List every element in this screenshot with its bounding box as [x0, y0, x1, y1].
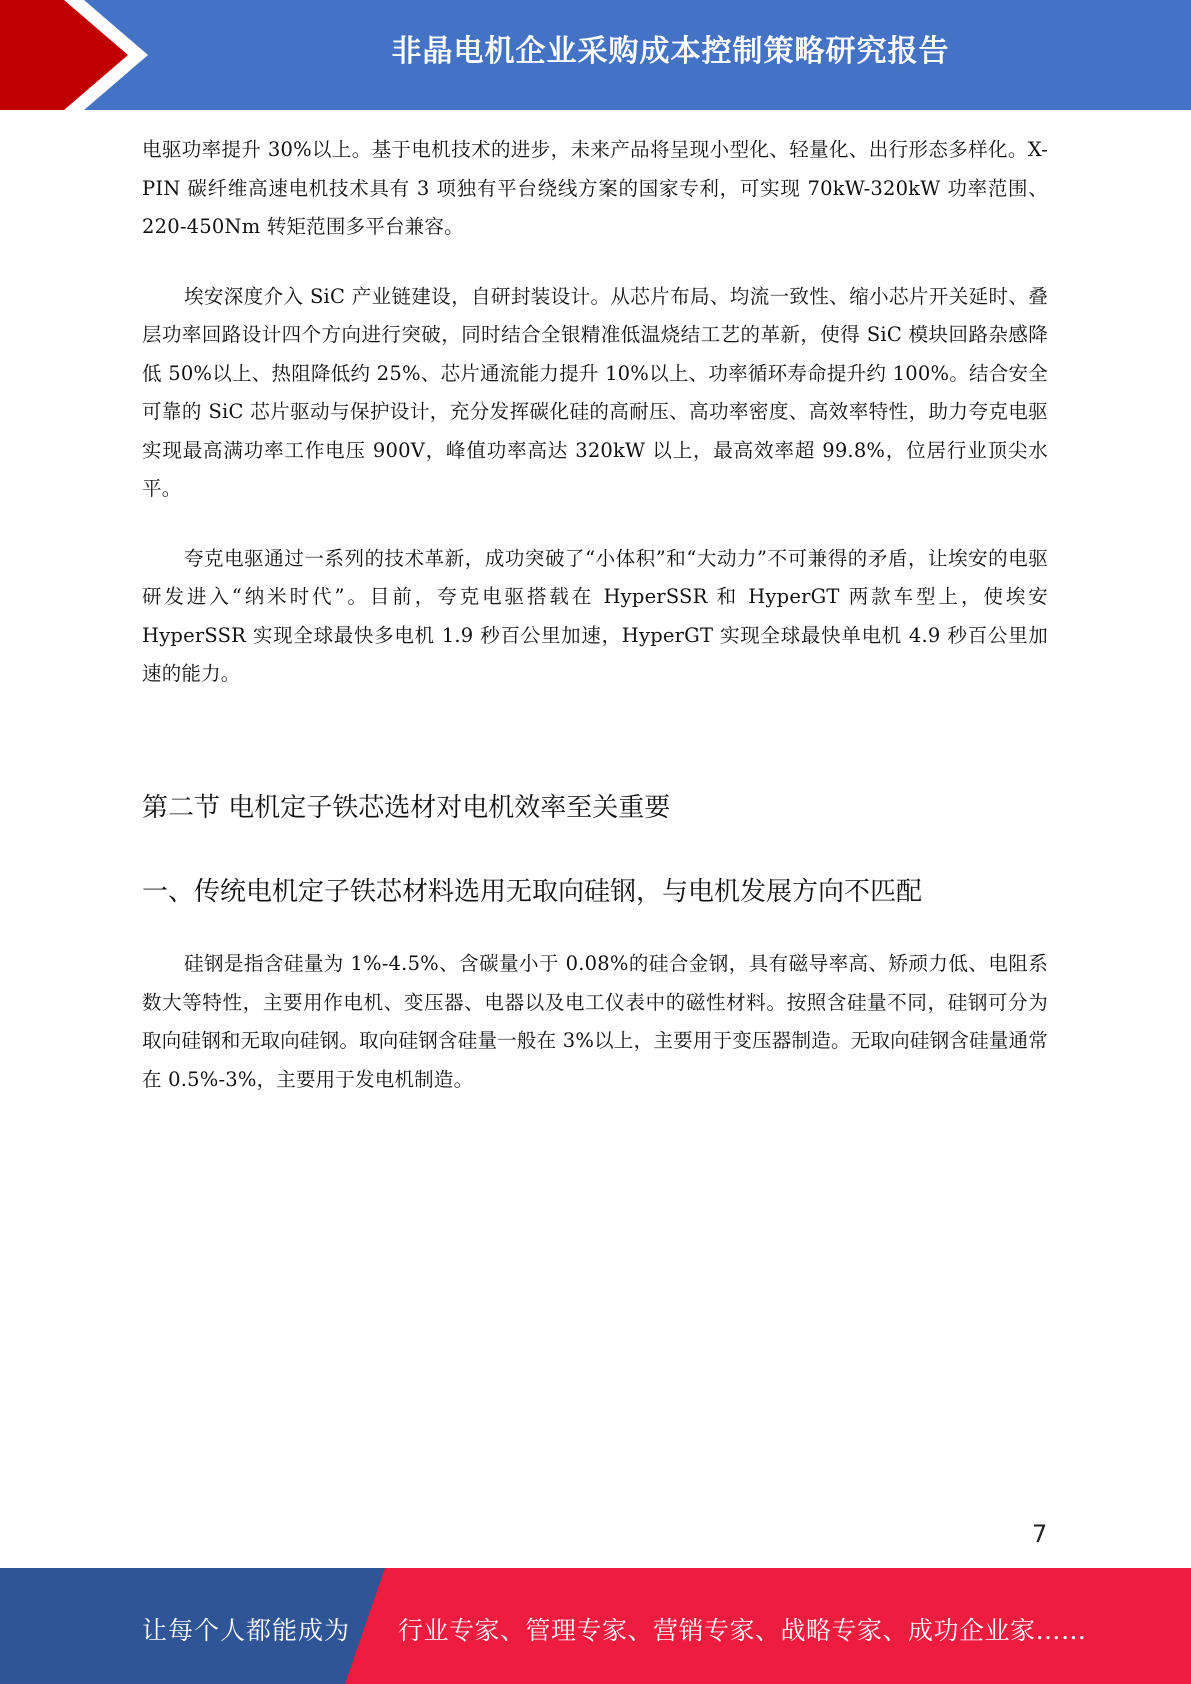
body-paragraph-1: 电驱功率提升 30%以上。基于电机技术的进步，未来产品将呈现小型化、轻量化、出行形态多样化。X-PIN 碳纤维高速电机技术具有 3 项独有平台绕线方案的国家专利，可实现 70kW-320kW 功率范围、220-450Nm 转矩范围多平台兼容。 — [142, 138, 1048, 238]
subsection-paragraph: 硅钢是指含硅量为 1%-4.5%、含碳量小于 0.08%的硅合金钢，具有磁导率高、矫顽力低、电阻系数大等特性，主要用作电机、变压器、电器以及电工仪表中的磁性材料。按照含硅量不同，硅钢可分为取向硅钢和无取向硅钢。取向硅钢含硅量一般在 3%以上，主要用于变压器制造。无取向硅钢含硅量通常在 0.5%-3%，主要用于发电机制造。 — [142, 952, 1048, 1091]
report-title: 非晶电机企业采购成本控制策略研究报告 — [391, 34, 950, 69]
section-title: 第二节 电机定子铁芯选材对电机效率至关重要 — [142, 793, 671, 823]
body-paragraph-3: 夸克电驱通过一系列的技术革新，成功突破了“小体积”和“大动力”不可兼得的矛盾，让埃安的电驱研发进入“纳米时代”。目前，夸克电驱搭载在 HyperSSR 和 HyperGT 两款车型上，使埃安 HyperSSR 实现全球最快多电机 1.9 秒百公里加速，HyperGT 实现全球最快单电机 4.9 秒百公里加速的能力。 — [142, 546, 1048, 685]
red-arrow-decoration — [0, 0, 160, 110]
page-content — [142, 131, 1048, 725]
footer-slogan-right: 行业专家、管理专家、营销专家、战略专家、成功企业家…… — [398, 1616, 1087, 1645]
page-header — [0, 0, 1191, 110]
page-number: 7 — [1032, 1520, 1048, 1548]
page-footer — [0, 1568, 1191, 1684]
subsection-content — [142, 945, 1048, 1130]
subsection-title: 一、传统电机定子铁芯材料选用无取向硅钢，与电机发展方向不匹配 — [142, 877, 923, 907]
footer-slogan-left: 让每个人都能成为 — [142, 1616, 351, 1645]
body-paragraph-2: 埃安深度介入 SiC 产业链建设，自研封装设计。从芯片布局、均流一致性、缩小芯片开关延时、叠层功率回路设计四个方向进行突破，同时结合全银精准低温烧结工艺的革新，使得 SiC 模块回路杂感降低 50%以上、热阻降低约 25%、芯片通流能力提升 10%以上、功率循环寿命提升约 100%。结合安全可靠的 SiC 芯片驱动与保护设计，充分发挥碳化硅的高耐压、高功率密度、高效率特性，助力夸克电驱实现最高满功率工作电压 900V，峰值功率高达 320kW 以上，最高效率超 99.8%，位居行业顶尖水平。 — [142, 284, 1048, 500]
